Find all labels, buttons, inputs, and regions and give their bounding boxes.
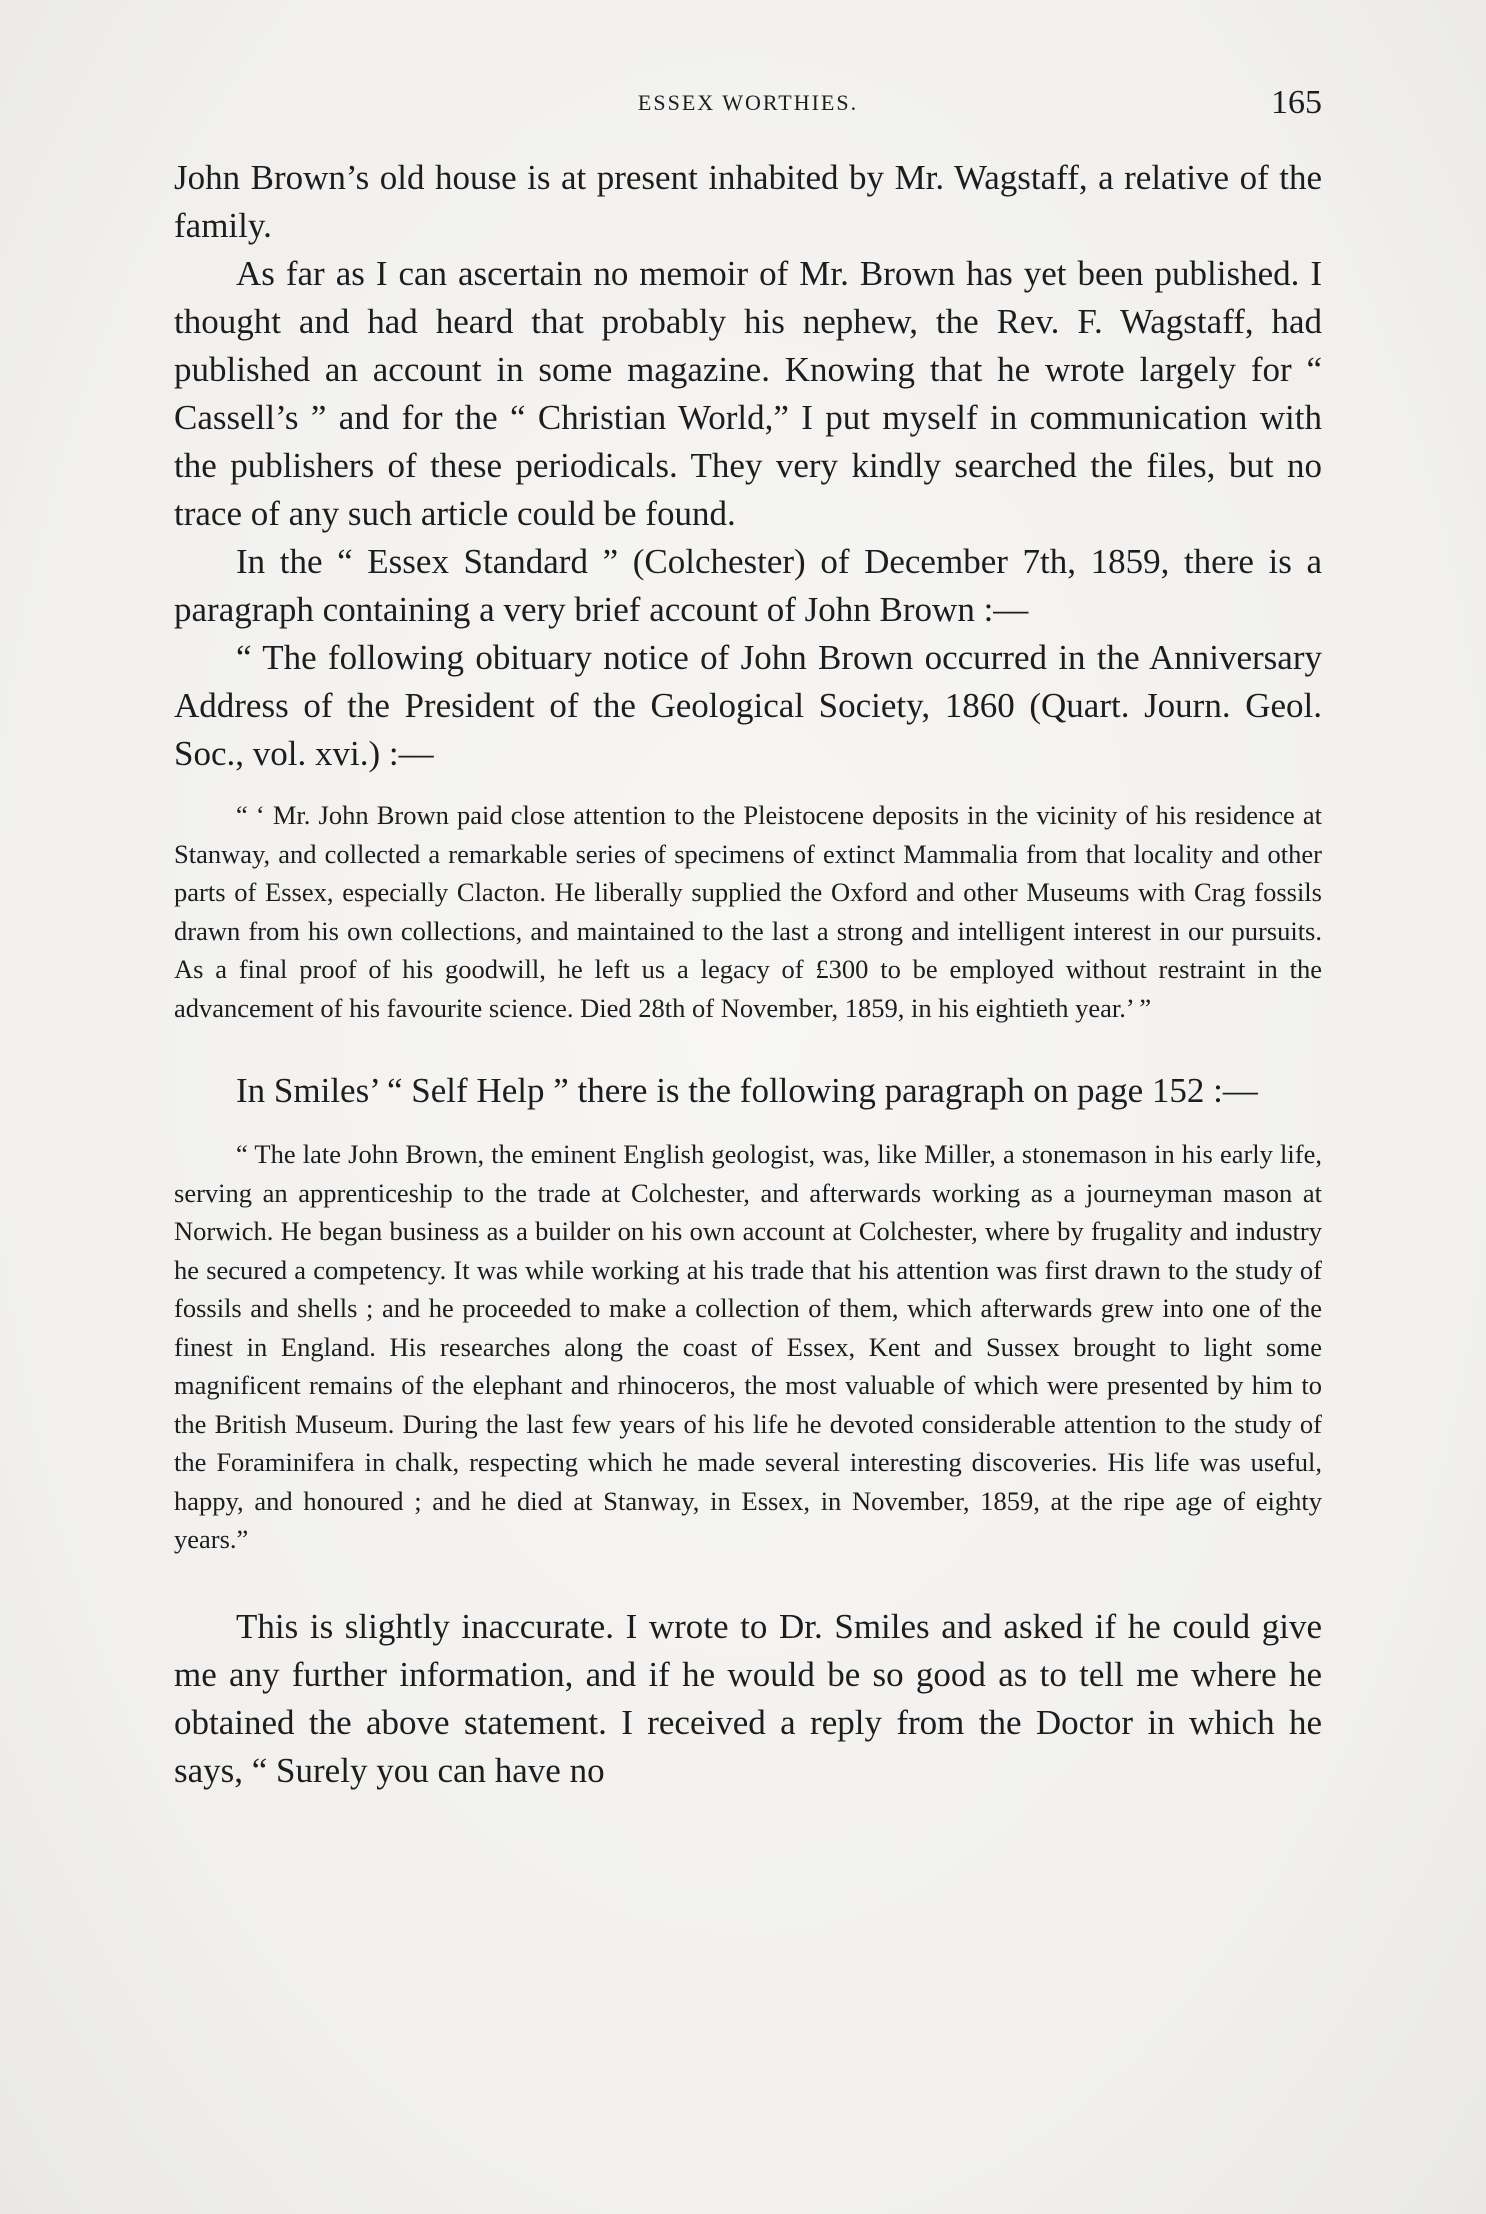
spacer: [174, 778, 1322, 796]
quote-obituary: “ ‘ Mr. John Brown paid close attention to the Pleistocene deposits in the vicinity of his residence at Stanway, and collected a remarkable series of specimens of extinct Mammalia from that locality and other parts of Essex, especially Clacton. He liberally supplied the Oxford and other Museums with Crag fossils drawn from his own collections, and maintained to the last a strong and intelligent interest in our pursuits. As a final proof of his goodwill, he left us a legacy of £300 to be employed without restraint in the advancement of his favourite science. Died 28th of November, 1859, in his eightieth year.’ ”: [174, 800, 1322, 1023]
paragraph-memoir: As far as I can ascertain no memoir of Mr. Brown has yet been published. I thought and had heard that probably his nephew, the Rev. F. Wagstaff, had published an account in some magazine. Knowing that he wrote largely for “ Cassell’s ” and for the “ Christian World,” I put myself in communication with the publishers of these periodicals. They very kindly searched the files, but no trace of any such article could be found.: [174, 254, 1322, 533]
spacer: [174, 1027, 1322, 1067]
page-number: 165: [1271, 84, 1322, 121]
paragraph-essex-standard: In the “ Essex Standard ” (Colchester) of December 7th, 1859, there is a paragraph containing a very brief account of John Brown :—: [174, 542, 1322, 629]
paragraph-inaccurate: This is slightly inaccurate. I wrote to Dr. Smiles and asked if he could give me any further information, and if he would be so good as to tell me where he obtained the above statement. I received a reply from the Doctor in which he says, “ Surely you can have no: [174, 1606, 1322, 1790]
body-text: [174, 154, 1322, 1795]
paragraph-house: John Brown’s old house is at present inhabited by Mr. Wagstaff, a relative of the family.: [174, 158, 1322, 245]
quote-self-help: “ The late John Brown, the eminent English geologist, was, like Miller, a stonemason in his early life, serving an apprenticeship to the trade at Colchester, and afterwards working as a journeyman mason at Norwich. He began business as a builder on his own account at Colchester, where by frugality and industry he secured a competency. It was while working at his trade that his attention was first drawn to the study of fossils and shells ; and he proceeded to make a collection of them, which afterwards grew into one of the finest in England. His researches along the coast of Essex, Kent and Sussex brought to light some magnificent remains of the elephant and rhinoceros, the most valuable of which were presented by him to the British Museum. During the last few years of his life he devoted considerable attention to the study of the Foraminifera in chalk, respecting which he made several interesting discoveries. His life was useful, happy, and honoured ; and he died at Stanway, in Essex, in November, 1859, at the ripe age of eighty years.”: [174, 1139, 1322, 1554]
page-header: [174, 84, 1322, 128]
paragraph-smiles: In Smiles’ “ Self Help ” there is the following paragraph on page 152 :—: [236, 1071, 1258, 1110]
spacer: [174, 1559, 1322, 1603]
spacer: [174, 1115, 1322, 1135]
running-title: ESSEX WORTHIES.: [637, 90, 859, 115]
paragraph-obituary-intro: “ The following obituary notice of John Brown occurred in the Anniversary Address of the President of the Geological Society, 1860 (Quart. Journ. Geol. Soc., vol. xvi.) :—: [174, 638, 1322, 773]
